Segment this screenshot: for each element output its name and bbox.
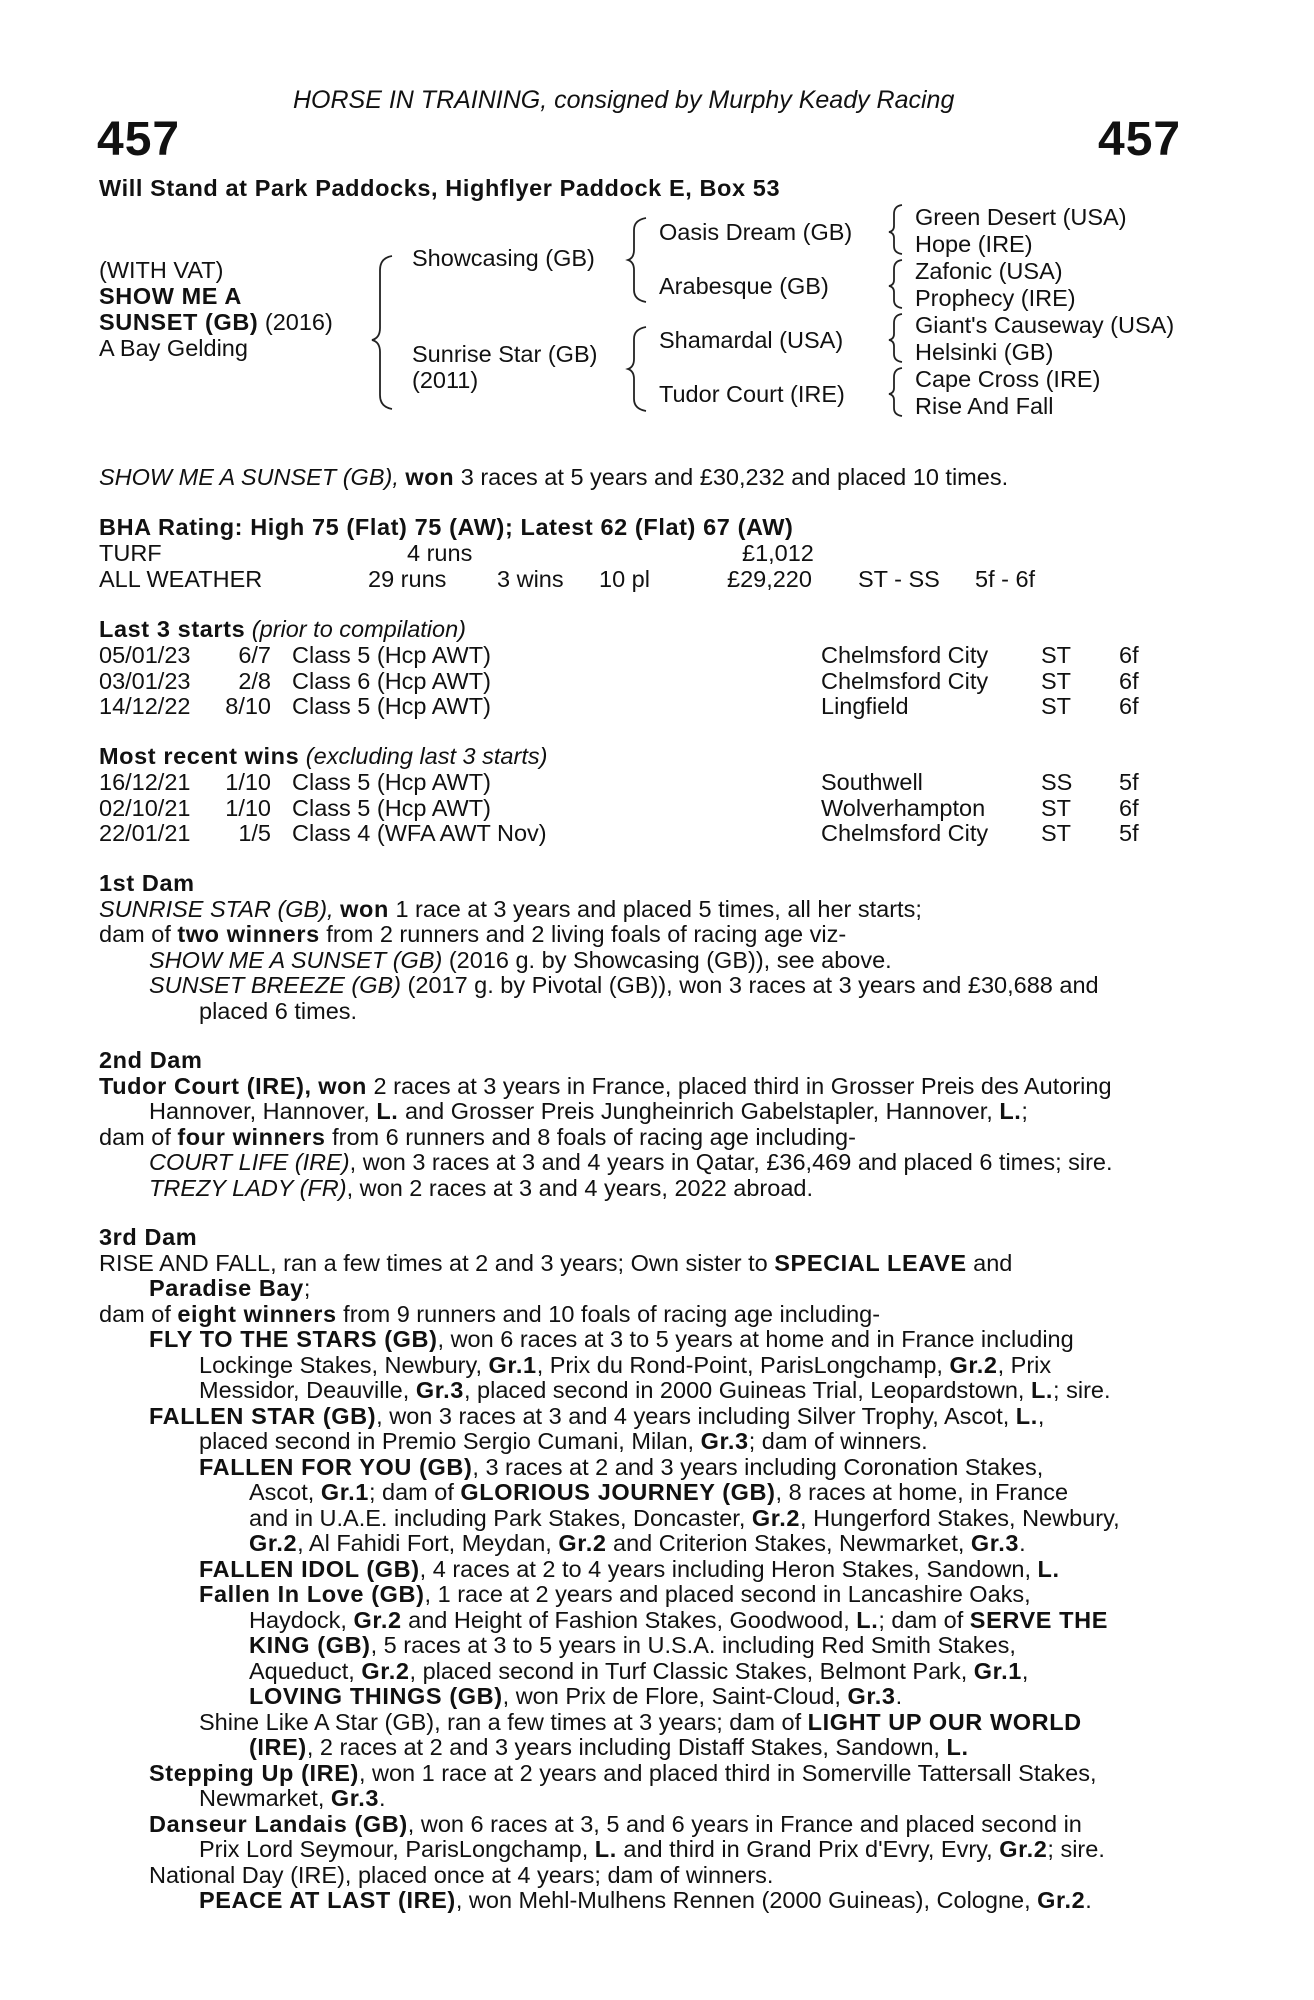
fallen-for-you-2: Ascot, Gr.1; dam of GLORIOUS JOURNEY (GB), 8 races at home, in France	[249, 1479, 1069, 1505]
fallen-for-you-1: FALLEN FOR YOU (GB), 3 races at 2 and 3 years including Coronation Stakes,	[199, 1453, 1044, 1480]
last3-row-surf: ST	[1041, 642, 1072, 668]
ped-sire-dam: Arabesque (GB)	[659, 273, 829, 299]
national-day-1: National Day (IRE), placed once at 4 years; dam of winners.	[149, 1861, 774, 1888]
fallen-idol-1: FALLEN IDOL (GB), 4 races at 2 to 4 years including Heron Stakes, Sandown, L.	[199, 1555, 1060, 1582]
recent-row-pos: 1/10	[225, 794, 271, 821]
fallen-in-love-2: Haydock, Gr.2 and Height of Fashion Stakes, Goodwood, L.; dam of SERVE THE	[249, 1606, 1108, 1633]
aw-wins: 3 wins	[497, 566, 564, 592]
ped-dam-sire: Shamardal (USA)	[659, 327, 844, 353]
ped-g4-3: Zafonic (USA)	[915, 258, 1063, 284]
last3-row-pos: 8/10	[225, 693, 271, 719]
recent-row-surf: ST	[1041, 820, 1072, 846]
ped-g4-1: Green Desert (USA)	[915, 204, 1127, 230]
first-dam-line2: dam of two winners from 2 runners and 2 living foals of racing age viz-	[99, 921, 847, 947]
recent-row-date: 02/10/21	[99, 794, 191, 821]
last3-row-dist: 6f	[1119, 693, 1139, 719]
second-dam-produce-2: TREZY LADY (FR), won 2 races at 3 and 4 years, 2022 abroad.	[149, 1174, 813, 1201]
first-dam-title: 1st Dam	[99, 870, 195, 896]
peace-at-last-1: PEACE AT LAST (IRE), won Mehl-Mulhens Rennen (2000 Guineas), Cologne, Gr.2.	[199, 1887, 1092, 1913]
recent-row-date: 16/12/21	[99, 769, 191, 795]
third-dam-section	[99, 1225, 1204, 1914]
aw-surface: ALL WEATHER	[99, 566, 263, 592]
bha-rating: BHA Rating: High 75 (Flat) 75 (AW); Latest 62 (Flat) 67 (AW)	[99, 514, 794, 540]
first-dam-produce-2-cont: placed 6 times.	[199, 997, 358, 1024]
recent-row-dist: 6f	[1119, 794, 1139, 821]
fly-to-the-stars-1: FLY TO THE STARS (GB), won 6 races at 3 to 5 years at home and in France including	[149, 1326, 1074, 1352]
last3-row-surf: ST	[1041, 693, 1072, 719]
aw-placed: 10 pl	[599, 566, 650, 592]
first-dam-line1: SUNRISE STAR (GB), won 1 race at 3 years and placed 5 times, all her starts;	[99, 895, 922, 922]
second-dam-line2: Hannover, Hannover, L. and Grosser Preis Jungheinrich Gabelstapler, Hannover, L.;	[149, 1098, 1028, 1124]
last3-row-date: 14/12/22	[99, 693, 191, 719]
ped-g4-2: Hope (IRE)	[915, 231, 1033, 257]
horse-foal-year: (2016)	[264, 309, 333, 335]
recent-title: Most recent wins	[99, 743, 300, 769]
shine-like-a-star-1: Shine Like A Star (GB), ran a few times at 3 years; dam of LIGHT UP OUR WORLD	[199, 1708, 1082, 1735]
fallen-for-you-4: Gr.2, Al Fahidi Fort, Meydan, Gr.2 and Criterion Stakes, Newmarket, Gr.3.	[249, 1530, 1026, 1556]
last3-row-pos: 6/7	[238, 642, 271, 668]
last3-row-race: Class 5 (Hcp AWT)	[292, 693, 491, 719]
first-dam-section	[99, 871, 1204, 1024]
fallen-star-2: placed second in Premio Sergio Cumani, Milan, Gr.3; dam of winners.	[199, 1428, 928, 1454]
fallen-for-you-3: and in U.A.E. including Park Stakes, Doncaster, Gr.2, Hungerford Stakes, Newbury,	[249, 1504, 1120, 1531]
second-dam-title: 2nd Dam	[99, 1047, 203, 1073]
turf-runs: 4 runs	[407, 540, 473, 566]
third-dam-line1: RISE AND FALL, ran a few times at 2 and 3 years; Own sister to SPECIAL LEAVE and	[99, 1249, 1013, 1276]
turf-surface: TURF	[99, 540, 162, 566]
recent-row-dist: 5f	[1119, 769, 1139, 795]
fallen-in-love-3: KING (GB), 5 races at 3 to 5 years in U.S.A. including Red Smith Stakes,	[249, 1632, 1016, 1658]
recent-note: (excluding last 3 starts)	[305, 743, 548, 769]
last3-row-race: Class 6 (Hcp AWT)	[292, 667, 491, 694]
vat-note: (WITH VAT)	[99, 257, 224, 283]
recent-row-course: Chelmsford City	[821, 820, 989, 846]
recent-row-course: Wolverhampton	[821, 794, 986, 821]
horse-name-line1: SHOW ME A	[99, 283, 242, 309]
summary-rest: 3 races at 5 years and £30,232 and placed 10 times.	[460, 464, 1009, 490]
aw-distances: 5f - 6f	[975, 566, 1036, 592]
stable-location: Will Stand at Park Paddocks, Highflyer Paddock E, Box 53	[99, 175, 781, 201]
recent-row-course: Southwell	[821, 769, 923, 795]
last3-row-date: 03/01/23	[99, 667, 191, 694]
ped-sire-sire: Oasis Dream (GB)	[659, 219, 853, 245]
aw-surface-codes: ST - SS	[858, 566, 940, 592]
fallen-star-1: FALLEN STAR (GB), won 3 races at 3 and 4 years including Silver Trophy, Ascot, L.,	[149, 1402, 1045, 1429]
last3-row-dist: 6f	[1119, 642, 1139, 668]
last3-note: (prior to compilation)	[251, 616, 466, 642]
horse-name-line2: SUNSET (GB)	[99, 309, 259, 335]
fly-to-the-stars-2: Lockinge Stakes, Newbury, Gr.1, Prix du Rond-Point, ParisLongchamp, Gr.2, Prix	[199, 1351, 1052, 1378]
recent-row-race: Class 4 (WFA AWT Nov)	[292, 820, 547, 846]
aw-prize: £29,220	[727, 566, 812, 592]
recent-heading	[99, 744, 547, 770]
ped-g4-8: Rise And Fall	[915, 393, 1054, 419]
fallen-in-love-4: Aqueduct, Gr.2, placed second in Turf Classic Stakes, Belmont Park, Gr.1,	[249, 1657, 1029, 1684]
recent-row-race: Class 5 (Hcp AWT)	[292, 769, 491, 795]
last3-title: Last 3 starts	[99, 616, 246, 642]
danseur-landais-2: Prix Lord Seymour, ParisLongchamp, L. and third in Grand Prix d'Evry, Evry, Gr.2; sire.	[199, 1836, 1105, 1862]
recent-row-pos: 1/5	[238, 820, 271, 846]
first-dam-produce-1: SHOW ME A SUNSET (GB) (2016 g. by Showcasing (GB)), see above.	[149, 946, 892, 973]
ped-g4-5: Giant's Causeway (USA)	[915, 312, 1175, 338]
last3-row-pos: 2/8	[238, 667, 271, 694]
second-dam-line1: Tudor Court (IRE), won 2 races at 3 years in France, placed third in Grosser Preis des Autoring	[99, 1072, 1112, 1099]
stepping-up-2: Newmarket, Gr.3.	[199, 1785, 386, 1811]
ped-dam-dam: Tudor Court (IRE)	[659, 381, 845, 407]
summary-horse-name: SHOW ME A SUNSET (GB),	[99, 464, 399, 490]
last3-row-surf: ST	[1041, 667, 1072, 694]
last3-row-course: Chelmsford City	[821, 667, 989, 694]
recent-row-race: Class 5 (Hcp AWT)	[292, 794, 491, 821]
second-dam-line3: dam of four winners from 6 runners and 8 foals of racing age including-	[99, 1123, 856, 1150]
ped-g4-6: Helsinki (GB)	[915, 339, 1054, 365]
third-dam-title: 3rd Dam	[99, 1224, 198, 1250]
last3-heading	[99, 617, 466, 643]
recent-row-surf: SS	[1041, 769, 1073, 795]
last3-row-course: Chelmsford City	[821, 642, 989, 668]
lot-number-left: 457	[97, 113, 181, 166]
ped-g4-7: Cape Cross (IRE)	[915, 366, 1101, 392]
last3-row-dist: 6f	[1119, 667, 1139, 694]
summary-won: won	[405, 464, 455, 490]
recent-row-pos: 1/10	[225, 769, 271, 795]
third-dam-line3: dam of eight winners from 9 runners and 10 foals of racing age including-	[99, 1300, 881, 1327]
turf-prize: £1,012	[742, 540, 814, 566]
fallen-in-love-1: Fallen In Love (GB), 1 race at 2 years and placed second in Lancashire Oaks,	[199, 1581, 1031, 1607]
stepping-up-1: Stepping Up (IRE), won 1 race at 2 years and placed third in Somerville Tattersall Stakes,	[149, 1759, 1097, 1786]
last3-row-course: Lingfield	[821, 693, 909, 719]
horse-description: A Bay Gelding	[99, 335, 248, 361]
second-dam-section	[99, 1048, 1204, 1201]
fly-to-the-stars-3: Messidor, Deauville, Gr.3, placed second in 2000 Guineas Trial, Leopardstown, L.; sire.	[199, 1377, 1111, 1403]
second-dam-produce-1: COURT LIFE (IRE), won 3 races at 3 and 4 years in Qatar, £36,469 and placed 6 times; sire.	[149, 1149, 1113, 1175]
lot-number-right: 457	[1098, 113, 1182, 166]
recent-row-date: 22/01/21	[99, 820, 191, 846]
first-dam-produce-2: SUNSET BREEZE (GB) (2017 g. by Pivotal (GB)), won 3 races at 3 years and £30,688 and	[149, 972, 1099, 998]
recent-row-surf: ST	[1041, 794, 1072, 821]
third-dam-line2: Paradise Bay;	[149, 1275, 311, 1301]
ped-dam: Sunrise Star (GB)	[412, 341, 598, 367]
fallen-in-love-5: LOVING THINGS (GB), won Prix de Flore, Saint-Cloud, Gr.3.	[249, 1683, 903, 1709]
recent-row-dist: 5f	[1119, 820, 1139, 846]
last3-row-race: Class 5 (Hcp AWT)	[292, 642, 491, 668]
aw-runs: 29 runs	[368, 566, 447, 592]
catalogue-header: HORSE IN TRAINING, consigned by Murphy Keady Racing	[293, 86, 955, 114]
danseur-landais-1: Danseur Landais (GB), won 6 races at 3, 5 and 6 years in France and placed second in	[149, 1810, 1082, 1837]
ped-g4-4: Prophecy (IRE)	[915, 285, 1076, 311]
ped-dam-year: (2011)	[412, 367, 479, 393]
ped-sire: Showcasing (GB)	[412, 245, 595, 271]
last3-row-date: 05/01/23	[99, 642, 191, 668]
race-summary	[99, 465, 1008, 491]
shine-like-a-star-2: (IRE), 2 races at 2 and 3 years including Distaff Stakes, Sandown, L.	[249, 1734, 969, 1760]
